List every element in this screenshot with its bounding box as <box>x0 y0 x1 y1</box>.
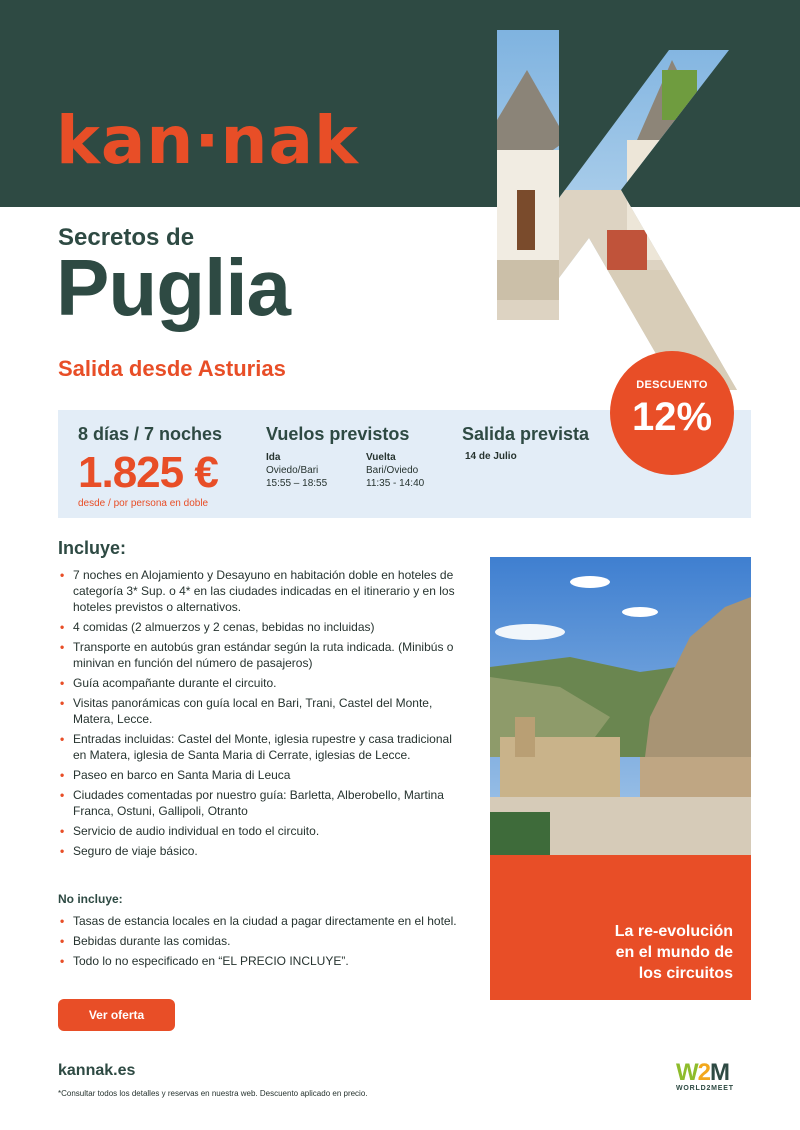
not-included-list <box>58 913 468 973</box>
flight-return <box>366 451 424 490</box>
w2m-mark: W2M <box>676 1059 730 1086</box>
flight-return-route: Bari/Oviedo <box>366 465 419 476</box>
flight-outbound-times: 15:55 – 18:55 <box>266 478 328 489</box>
bullet-icon: • <box>60 788 65 802</box>
list-item: • Todo lo no especificado en “EL PRECIO INCLUYE”. <box>60 954 349 968</box>
website-link[interactable]: kannak.es <box>58 1062 136 1079</box>
list-item: • Seguro de viaje básico. <box>60 844 198 858</box>
discount-label: DESCUENTO <box>636 379 708 391</box>
discount-value: 12% <box>631 395 713 439</box>
includes-list <box>58 567 468 863</box>
departure-city: Salida desde Asturias <box>58 356 286 381</box>
flights-title: Vuelos previstos <box>266 424 410 444</box>
matera-photo <box>490 557 751 855</box>
departure-date-title: Salida prevista <box>462 424 590 444</box>
list-item: • Guía acompañante durante el circuito. <box>60 676 277 690</box>
list-item: • 7 noches en Alojamiento y Desayuno en habitación doble en hoteles de categoría 3* Sup. o 4* en las ciudades indicadas en el itinerario y en los hoteles previstos o alternativos. <box>60 568 455 614</box>
list-item: • Visitas panorámicas con guía local en Bari, Trani, Castel del Monte, Matera, Lecce. <box>60 696 433 726</box>
hero-title: Puglia <box>56 243 291 332</box>
trulli-k-image <box>497 30 742 390</box>
bullet-icon: • <box>60 696 65 710</box>
view-offer-button[interactable]: Ver oferta <box>58 999 175 1031</box>
bullet-icon: • <box>60 568 65 582</box>
price-note: desde / por persona en doble <box>78 498 209 509</box>
flight-outbound <box>266 451 327 490</box>
flight-return-times: 11:35 - 14:40 <box>366 478 425 489</box>
hero-subtitle: Secretos de <box>58 224 195 251</box>
bullet-icon: • <box>60 914 65 928</box>
bullet-icon: • <box>60 934 65 948</box>
list-item: • Entradas incluidas: Castel del Monte, iglesia rupestre y casa tradicional en Matera, iglesia de Santa Maria di Cerrate, iglesias de Lecce. <box>60 732 452 762</box>
w2m-logo <box>676 1061 734 1092</box>
not-included-title: No incluye: <box>58 892 123 906</box>
bullet-icon: • <box>60 768 65 782</box>
list-item: • Ciudades comentadas por nuestro guía: Barletta, Alberobello, Martina Franca, Ostuni, Gallipoli, Otranto <box>60 788 444 818</box>
trip-price: 1.825 € <box>78 448 218 497</box>
list-item: • Tasas de estancia locales en la ciudad a pagar directamente en el hotel. <box>60 914 457 928</box>
bullet-icon: • <box>60 954 65 968</box>
departure-date: 14 de Julio <box>465 451 517 462</box>
bullet-icon: • <box>60 732 65 746</box>
bullet-icon: • <box>60 676 65 690</box>
trip-duration: 8 días / 7 noches <box>78 424 223 444</box>
promo-text: La re-evolución en el mundo de los circuitos <box>614 923 733 982</box>
bullet-icon: • <box>60 844 65 858</box>
bullet-icon: • <box>60 640 65 654</box>
kannak-logo: kan·nak <box>56 102 359 179</box>
flight-outbound-label: Ida <box>266 452 281 463</box>
list-item: • Paseo en barco en Santa Maria di Leuca <box>60 768 291 782</box>
list-item: • Servicio de audio individual en todo el circuito. <box>60 824 320 838</box>
list-item: • Bebidas durante las comidas. <box>60 934 231 948</box>
list-item: • Transporte en autobús gran estándar según la ruta indicada. (Minibús o minivan en función del número de pasajeros) <box>60 640 454 670</box>
bullet-icon: • <box>60 620 65 634</box>
footnote: *Consultar todos los detalles y reservas en nuestra web. Descuento aplicado en precio. <box>58 1089 368 1098</box>
flight-return-label: Vuelta <box>366 452 396 463</box>
discount-badge <box>610 351 734 475</box>
flight-outbound-route: Oviedo/Bari <box>266 465 319 476</box>
bullet-icon: • <box>60 824 65 838</box>
w2m-name: WORLD2MEET <box>676 1085 734 1092</box>
promo-banner <box>490 855 751 1000</box>
includes-title: Incluye: <box>58 538 127 558</box>
list-item: • 4 comidas (2 almuerzos y 2 cenas, bebidas no incluidas) <box>60 620 375 634</box>
